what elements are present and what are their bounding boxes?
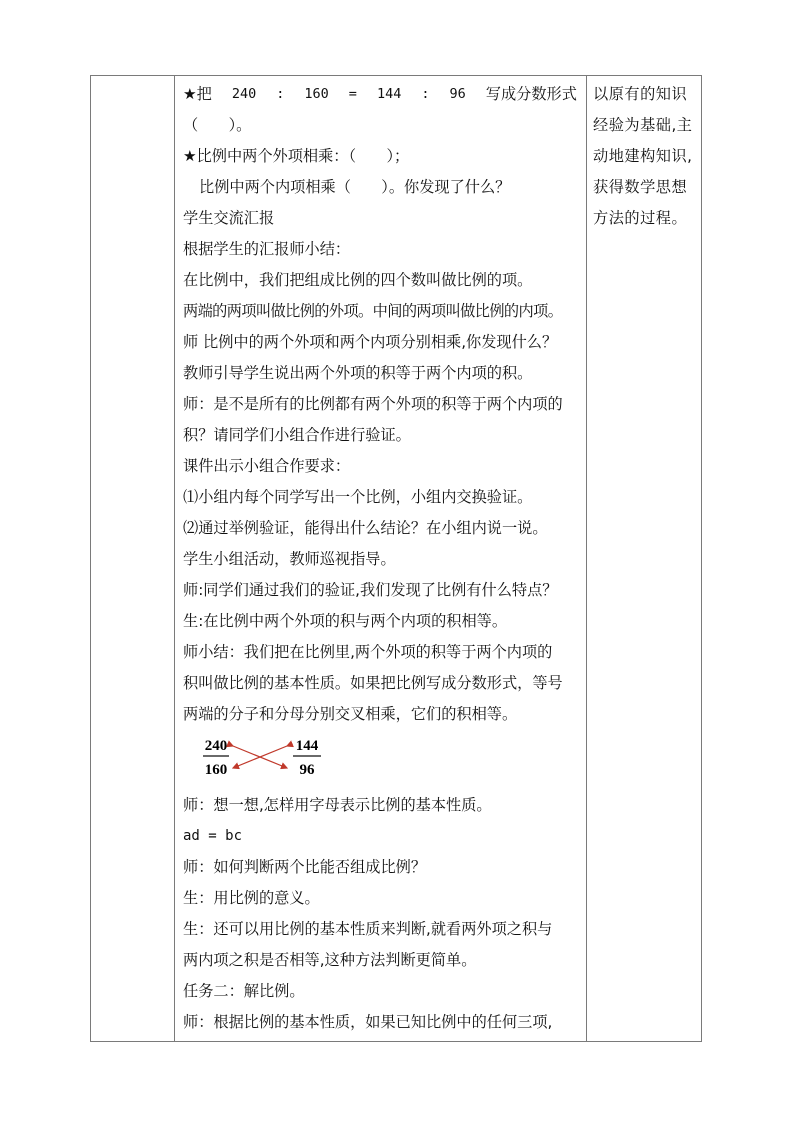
fraction-right-numerator: 144 bbox=[295, 738, 319, 754]
text-line: 生:在比例中两个外项的积与两个内项的积相等。 bbox=[183, 612, 508, 630]
text-line: 两端的两项叫做比例的外项。中间的两项叫做比例的内项。 bbox=[183, 302, 563, 320]
text-line: 师：根据比例的基本性质，如果已知比例中的任何三项, bbox=[183, 1013, 553, 1031]
text-line: 积？请同学们小组合作进行验证。 bbox=[183, 426, 411, 444]
text-line: ⑴小组内每个同学写出一个比例，小组内交换验证。 bbox=[183, 488, 533, 506]
text-line: 师：想一想,怎样用字母表示比例的基本性质。 bbox=[183, 796, 492, 814]
text-line: ★比例中两个外项相乘：（ ）； bbox=[183, 147, 410, 165]
intent-line: 方法的过程。 bbox=[593, 209, 688, 227]
equals-sign: = bbox=[348, 86, 357, 102]
text-line: 比例中两个内项相乘（ ）。你发现了什么？ bbox=[199, 178, 511, 196]
text-line: 师:同学们通过我们的验证,我们发现了比例有什么特点？ bbox=[183, 581, 558, 599]
text-line: 师 比例中的两个外项和两个内项分别相乘,你发现什么？ bbox=[183, 333, 558, 351]
fraction-right-denominator: 96 bbox=[299, 762, 315, 778]
text-line: 根据学生的汇报师小结： bbox=[183, 240, 351, 258]
ratio-term-a: 240 bbox=[231, 86, 257, 102]
text-line: 积叫做比例的基本性质。如果把比例写成分数形式，等号 bbox=[183, 674, 563, 692]
text-line: 学生小组活动，教师巡视指导。 bbox=[183, 550, 396, 568]
ratio-term-c: 144 bbox=[376, 86, 402, 102]
text-line: 师：如何判断两个比能否组成比例？ bbox=[183, 858, 426, 876]
fraction-left-numerator: 240 bbox=[204, 738, 228, 754]
column-divider-1 bbox=[174, 76, 175, 1041]
text-line: ⑵通过举例验证，能得出什么结论？在小组内说一说。 bbox=[183, 519, 548, 537]
text-line: 师小结：我们把在比例里,两个外项的积等于两个内项的 bbox=[183, 643, 553, 661]
text-line: 在比例中，我们把组成比例的四个数叫做比例的项。 bbox=[183, 271, 533, 289]
ratio-task-tail: 写成分数形式 bbox=[485, 85, 577, 103]
star-label: ★把 bbox=[183, 85, 212, 103]
design-intent-column bbox=[593, 79, 699, 234]
column-divider-2 bbox=[586, 76, 587, 1041]
intent-line: 以原有的知识 bbox=[593, 85, 688, 103]
text-line: （ ）。 bbox=[183, 116, 252, 134]
ratio-term-b: 160 bbox=[304, 86, 329, 102]
intent-line: 获得数学思想 bbox=[593, 178, 688, 196]
text-line: 生：还可以用比例的基本性质来判断,就看两外项之积与 bbox=[183, 920, 553, 938]
lesson-table bbox=[90, 75, 702, 1042]
text-line: 学生交流汇报 bbox=[183, 209, 275, 227]
text-line: 教师引导学生说出两个外项的积等于两个内项的积。 bbox=[183, 364, 533, 382]
text-line: 两端的分子和分母分别交叉相乘，它们的积相等。 bbox=[183, 705, 518, 723]
text-line: 两内项之积是否相等,这种方法判断更简单。 bbox=[183, 951, 477, 969]
ratio-colon-1: : bbox=[276, 86, 285, 102]
activity-column bbox=[183, 79, 583, 1038]
intent-line: 动地建构知识, bbox=[593, 147, 693, 165]
text-line: 师：是不是所有的比例都有两个外项的积等于两个内项的 bbox=[183, 395, 563, 413]
intent-line: 经验为基础,主 bbox=[593, 116, 693, 134]
ratio-task-line bbox=[183, 79, 583, 110]
text-line: 课件出示小组合作要求： bbox=[183, 457, 351, 475]
formula-line: ad = bc bbox=[183, 828, 243, 844]
fraction-left-denominator: 160 bbox=[204, 762, 228, 778]
ratio-colon-2: : bbox=[421, 86, 430, 102]
cross-multiply-figure bbox=[183, 730, 583, 790]
text-line: 任务二：解比例。 bbox=[183, 982, 305, 1000]
text-line: 生：用比例的意义。 bbox=[183, 889, 320, 907]
ratio-term-d: 96 bbox=[449, 86, 466, 102]
